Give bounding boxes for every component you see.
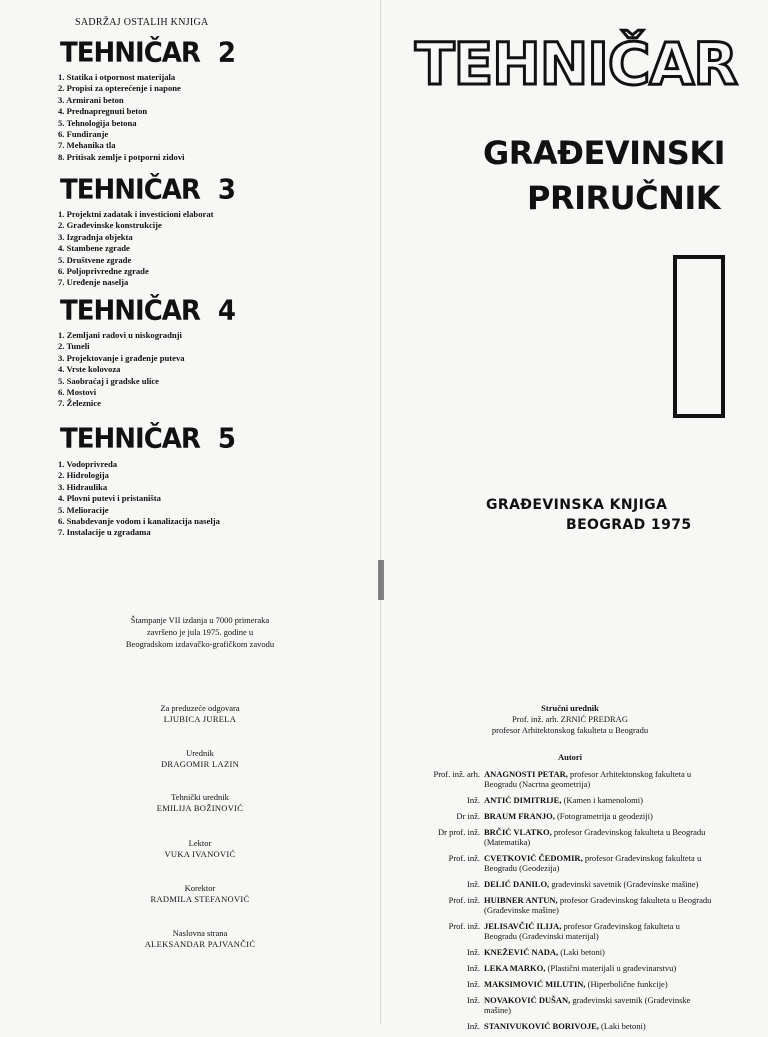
list-item: Inž. MAKSIMOVIĆ MILUTIN, (Hiperbolične funkcije)	[467, 979, 668, 989]
volume-2-list	[58, 72, 185, 163]
volume-2-title: TEHNIČAR 2	[60, 37, 236, 69]
authors-heading: Autori	[557, 752, 583, 762]
credit-corrector: Korektor RADMILA STEFANOVIĆ	[150, 883, 250, 904]
list-item: 7. Mehanika tla	[58, 140, 116, 151]
list-item: 1. Statika i otpornost materijala	[58, 72, 176, 82]
authors-list	[380, 769, 768, 1037]
brand-title: TEHNIČAR	[415, 30, 737, 98]
place-year: BEOGRAD 1975	[566, 517, 692, 533]
credit-publisher-responsible: Za preduzeće odgovara LJUBICA JURELA	[160, 703, 240, 724]
list-item: 5. Saobraćaj i gradske ulice	[58, 375, 159, 386]
volume-number-1-shape	[673, 255, 725, 418]
list-item: Inž. NOVAKOVIĆ DUŠAN, građevinski savetnik (Građevinske mašine)	[467, 995, 691, 1015]
left-page	[0, 0, 380, 1024]
credit-cover: Naslovna strana ALEKSANDAR PAJVANČIĆ	[144, 928, 256, 949]
list-item: 3. Armirani beton	[58, 94, 124, 105]
list-item: Inž. KNEŽEVIĆ NADA, (Laki betoni)	[467, 947, 605, 957]
volume-5-list	[58, 459, 220, 539]
list-item: 3. Izgradnja objekta	[58, 231, 133, 242]
list-item: Inž. ANTIĆ DIMITRIJE, (Kamen i kamenolomi)	[467, 795, 643, 805]
credit-technical-editor: Tehnički urednik EMILIJA BOŽINOVIĆ	[156, 792, 244, 813]
print-note: Štampanje VII izdanja u 7000 primeraka završeno je jula 1975. godine u Beogradskom izdavačko-grafičkom zavodu	[125, 615, 275, 649]
volume-3-title: TEHNIČAR 3	[60, 174, 236, 206]
editor-block: Stručni urednik Prof. inž. arh. ZRNIĆ PREDRAG profesor Arhitektonskog fakulteta u Beogradu	[491, 703, 649, 735]
list-item: Inž. STANIVUKOVIĆ BORIVOJE, (Laki betoni)	[467, 1021, 646, 1031]
list-item: 7. Železnice	[58, 398, 101, 409]
list-item: 1. Zemljani radovi u niskogradnji	[58, 330, 182, 340]
credit-proofreader: Lektor VUKA IVANOVIĆ	[164, 838, 236, 859]
list-item: 4. Stambene zgrade	[58, 243, 130, 254]
list-item: Dr inž. BRAUM FRANJO, (Fotogrametrija u geodeziji)	[456, 811, 653, 821]
list-item: Prof. inž. HUIBNER ANTUN, profesor Građevinskog fakulteta u Beogradu (Građevinske mašine)	[448, 895, 712, 915]
volume-4-title: TEHNIČAR 4	[60, 295, 236, 327]
list-item: 1. Vodoprivreda	[58, 459, 118, 469]
credit-editor: Urednik DRAGOMIR LAZIN	[160, 748, 240, 769]
list-item: Inž. DELIĆ DANILO, građevinski savetnik (Građevinske mašine)	[467, 879, 699, 889]
subtitle-line-1: GRAĐEVINSKI	[483, 134, 726, 172]
volume-3-list	[58, 209, 213, 289]
list-item: 4. Prednapregnuti beton	[58, 106, 148, 117]
publisher-name: GRAĐEVINSKA KNJIGA	[486, 497, 668, 513]
list-item: 6. Snabdevanje vodom i kanalizacija naselja	[58, 516, 220, 527]
list-item: 2. Tuneli	[58, 341, 90, 352]
list-item: Prof. inž. arh. ANAGNOSTI PETAR, profesor Arhitektonskog fakulteta u Beogradu (Nacrtna geometrija)	[433, 769, 692, 789]
list-item: 7. Uređenje naselja	[58, 277, 129, 288]
list-item: 3. Projektovanje i građenje puteva	[58, 352, 185, 363]
list-item: 1. Projektni zadatak i investicioni elaborat	[58, 209, 214, 219]
list-item: 6. Fundiranje	[58, 129, 109, 140]
list-item: 4. Vrste kolovoza	[58, 364, 121, 375]
binding-mark	[378, 560, 384, 600]
volume-5-title: TEHNIČAR 5	[60, 423, 236, 455]
other-books-heading: SADRŽAJ OSTALIH KNJIGA	[75, 17, 209, 28]
list-item: 6. Mostovi	[58, 387, 97, 398]
list-item: 2. Građevinske konstrukcije	[58, 220, 162, 231]
list-item: 2. Propisi za opterećenje i napone	[58, 83, 181, 94]
list-item: Prof. inž. CVETKOVIĆ ČEDOMIR, profesor Građevinskog fakulteta u Beogradu (Geodezija)	[448, 853, 702, 873]
list-item: Prof. inž. JELISAVČIĆ ILIJA, profesor Građevinskog fakulteta u Beogradu (Građevinski materijal)	[448, 921, 680, 941]
list-item: 8. Pritisak zemlje i potporni zidovi	[58, 151, 185, 162]
list-item: Inž. LEKA MARKO, (Plastični materijali u građevinarstvu)	[467, 963, 677, 973]
list-item: 5. Tehnologija betona	[58, 117, 137, 128]
list-item: 6. Poljoprivredne zgrade	[58, 266, 149, 277]
volume-4-list	[58, 330, 185, 410]
list-item: 2. Hidrologija	[58, 470, 109, 481]
list-item: 5. Društvene zgrade	[58, 254, 132, 265]
list-item: 7. Instalacije u zgradama	[58, 527, 151, 538]
subtitle-line-2: PRIRUČNIK	[527, 179, 721, 217]
list-item: Dr prof. inž. BRČIĆ VLATKO, profesor Građevinskog fakulteta u Beogradu (Matematika)	[437, 827, 706, 847]
list-item: 4. Plovni putevi i pristaništa	[58, 493, 161, 504]
list-item: 5. Melioracije	[58, 504, 109, 515]
list-item: 3. Hidraulika	[58, 481, 108, 492]
